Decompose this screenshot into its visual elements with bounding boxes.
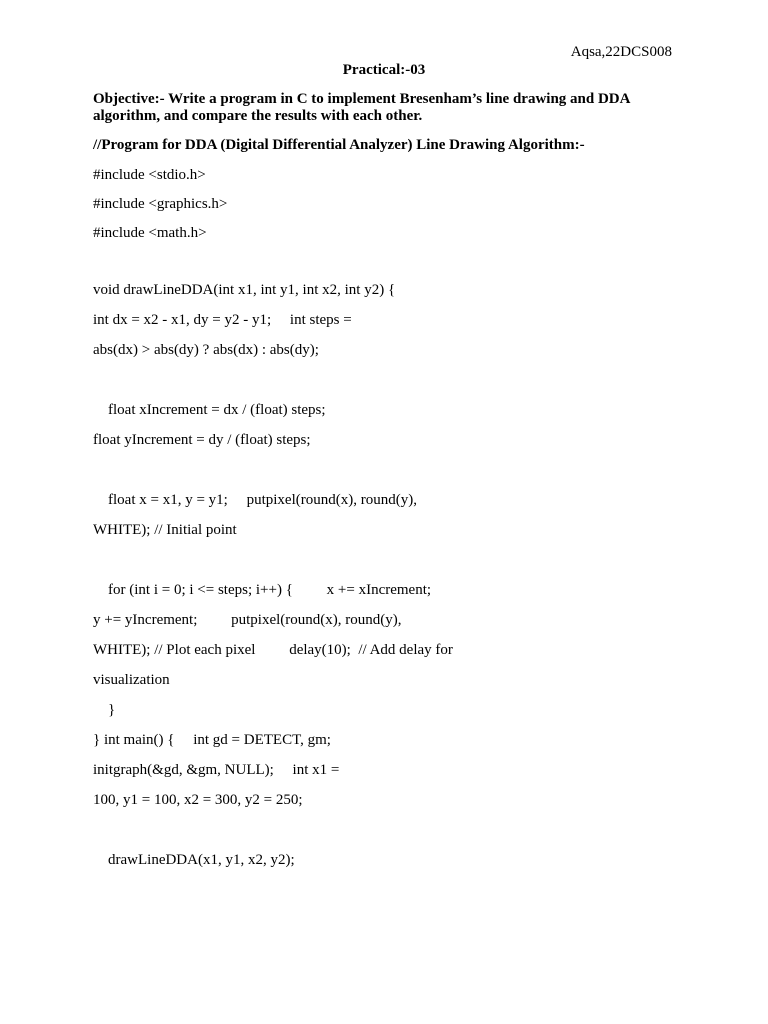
code-line: #include <graphics.h> [93, 196, 228, 212]
code-line: y += yIncrement; putpixel(round(x), round(y), [93, 612, 402, 628]
code-line: float x = x1, y = y1; putpixel(round(x), round(y), [93, 492, 417, 508]
practical-title: Practical:-03 [342, 62, 426, 78]
code-line: int dx = x2 - x1, dy = y2 - y1; int steps = [93, 312, 352, 328]
code-line: drawLineDDA(x1, y1, x2, y2); [93, 852, 295, 868]
section-heading: //Program for DDA (Digital Differential Analyzer) Line Drawing Algorithm:- [93, 137, 585, 153]
code-line: } [93, 702, 116, 718]
code-line: abs(dx) > abs(dy) ? abs(dx) : abs(dy); [93, 342, 319, 358]
objective-text: Objective:- Write a program in C to implement Bresenham’s line drawing and DDA algorithm, and compare the results with each other. [93, 91, 630, 124]
code-line: } int main() { int gd = DETECT, gm; [93, 732, 331, 748]
code-line: void drawLineDDA(int x1, int y1, int x2, int y2) { [93, 282, 396, 298]
code-line: #include <math.h> [93, 225, 207, 241]
code-line: visualization [93, 672, 170, 688]
code-line: WHITE); // Plot each pixel delay(10); // Add delay for [93, 642, 453, 658]
author-header: Aqsa,22DCS008 [570, 44, 672, 60]
code-line: 100, y1 = 100, x2 = 300, y2 = 250; [93, 792, 303, 808]
code-line: initgraph(&gd, &gm, NULL); int x1 = [93, 762, 340, 778]
code-line: float xIncrement = dx / (float) steps; [93, 402, 326, 418]
code-line: #include <stdio.h> [93, 167, 206, 183]
code-line: float yIncrement = dy / (float) steps; [93, 432, 311, 448]
code-line: WHITE); // Initial point [93, 522, 237, 538]
code-line: for (int i = 0; i <= steps; i++) { x += xIncrement; [93, 582, 432, 598]
